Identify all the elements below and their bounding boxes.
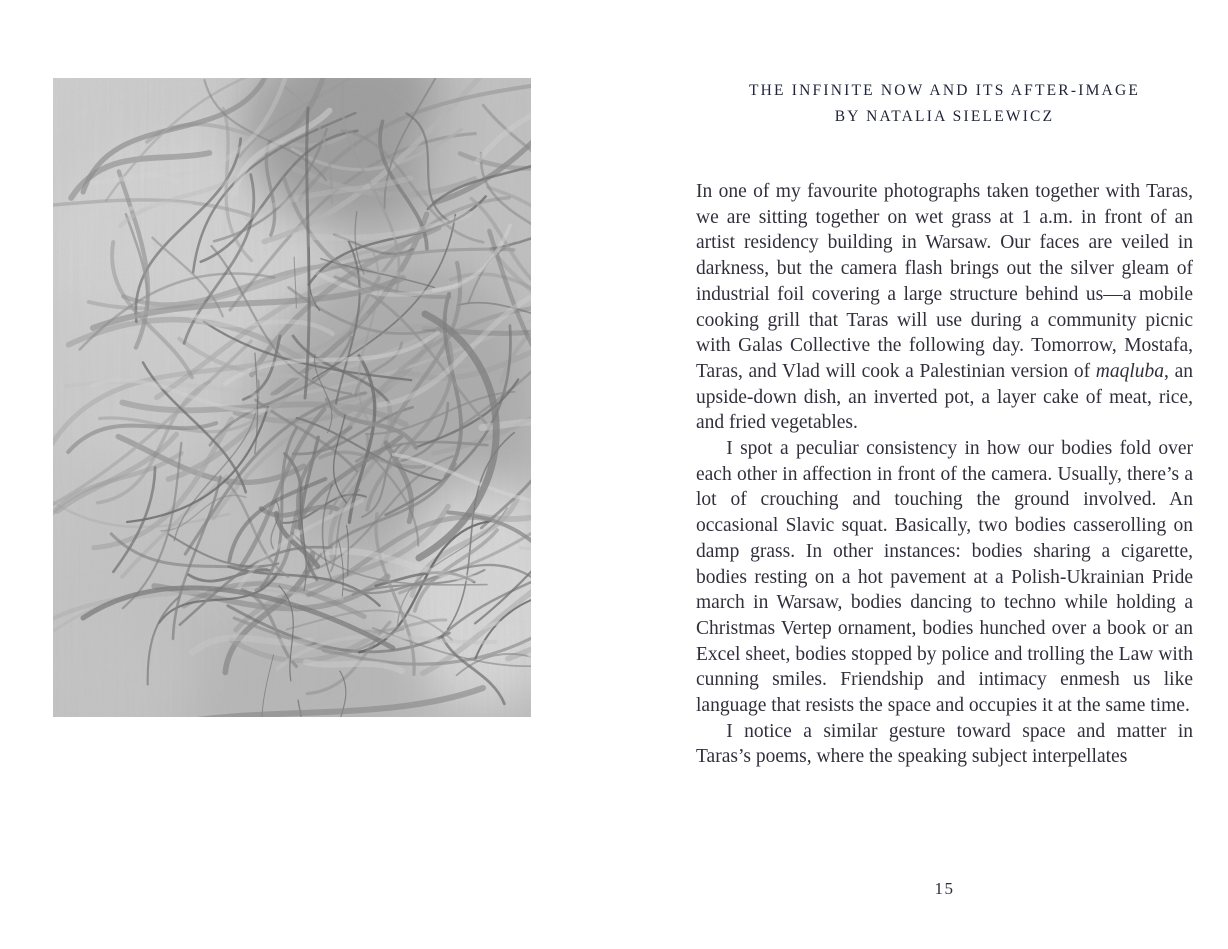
essay-title: THE INFINITE NOW AND ITS AFTER-IMAGE <box>748 82 1141 99</box>
paragraph-1-text-cont: , an upside-down dish, an inverted pot, a layer cake of meat, rice, and fried vegetables. <box>696 360 1194 434</box>
italic-term: maqluba <box>1095 360 1165 382</box>
paragraph-1-text: In one of my favourite photographs taken together with Taras, we are sitting together on wet grass at 1 a.m. in front of an artist residency building in Warsaw. Our faces are veiled in darkness, but the camera flash brings out the silver gleam of industrial foil covering a large structure behind us—a mobile cooking grill that Taras will use during a community picnic with Galas Collective the following day. Tomorrow, Mostafa, Taras, and Vlad will cook a Palestinian version of <box>696 181 1193 382</box>
essay-header <box>696 82 1193 125</box>
paragraph-1 <box>696 179 1193 436</box>
abstract-painting-image <box>53 78 531 717</box>
left-page-artwork <box>53 78 531 717</box>
essay-byline: BY NATALIA SIELEWICZ <box>834 108 1055 125</box>
page-number: 15 <box>934 879 955 898</box>
essay-body <box>696 179 1193 770</box>
paragraph-2: I spot a peculiar consistency in how our bodies fold over each other in affection in front of the camera. Usually, there’s a lot of crouching and touching the ground involved. An occasional Slavic squat. Basically, two bodies casserolling on damp grass. In other instances: bodies sharing a cigarette, bodies resting on a hot pavement at a Polish-Ukrainian Pride march in Warsaw, bodies dancing to techno while holding a Christmas Vertep ornament, bodies hunched over a book or an Excel sheet, bodies stopped by police and trolling the Law with cunning smiles. Friendship and intimacy enmesh us like language that resists the space and occupies it at the same time. <box>696 438 1193 717</box>
paragraph-3: I notice a similar gesture toward space and matter in Taras’s poems, where the speaking subject interpellates <box>696 720 1193 768</box>
